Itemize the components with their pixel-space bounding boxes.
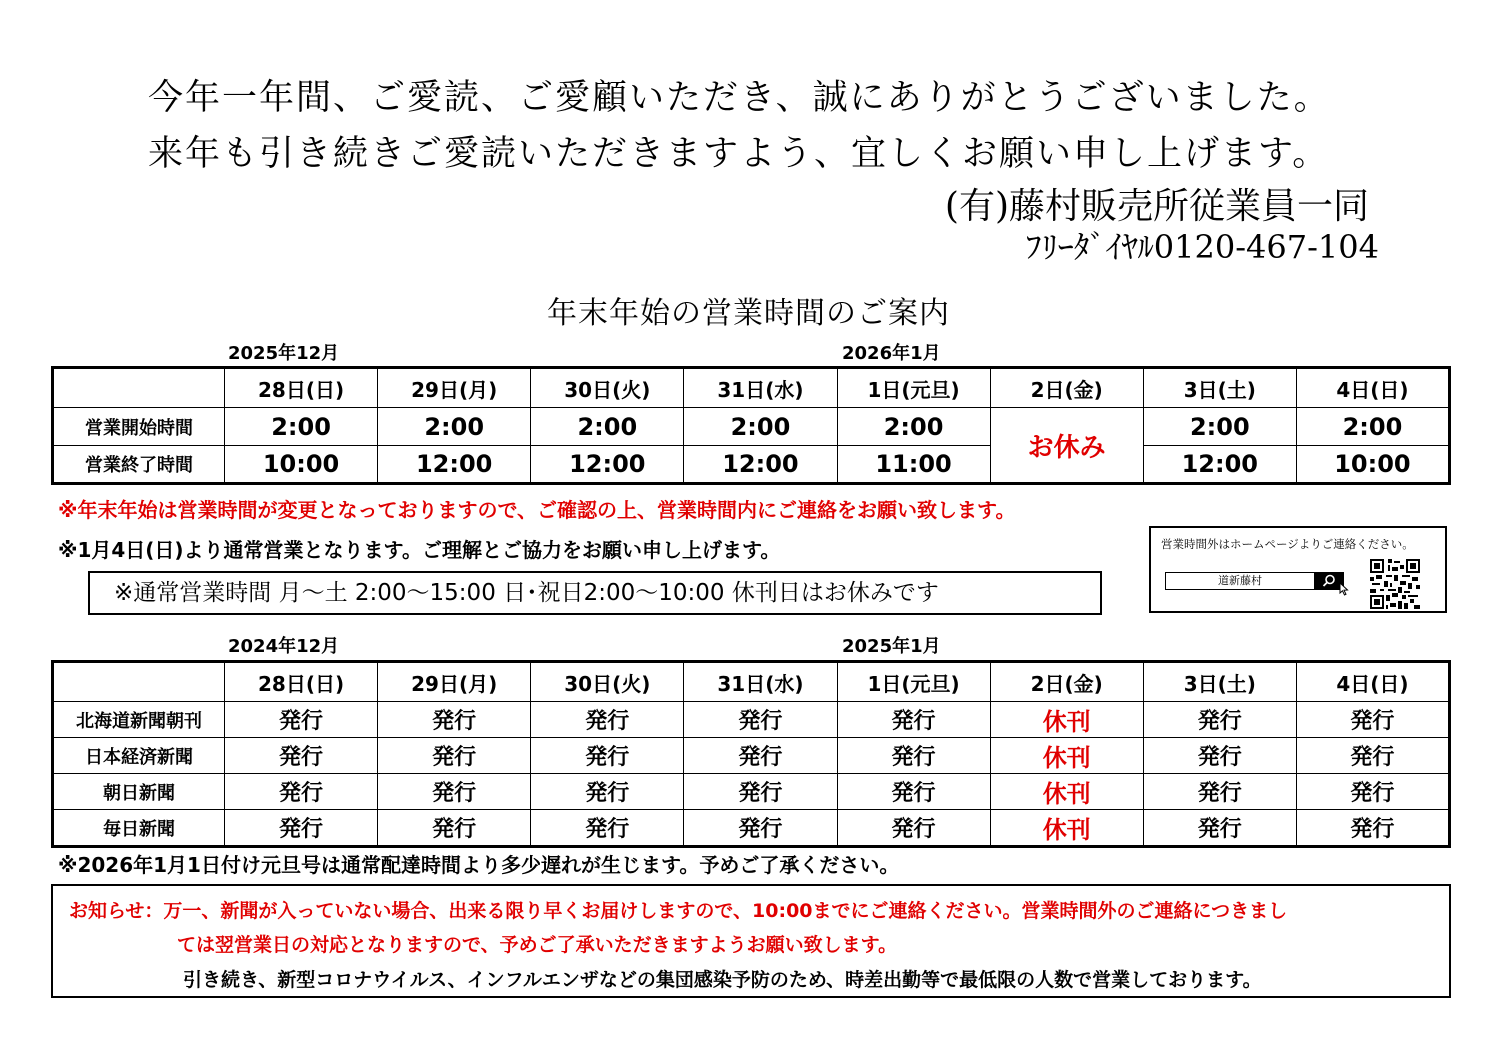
publication-cell: 発行 bbox=[837, 702, 990, 738]
table-row bbox=[53, 702, 1450, 738]
header-cell-date: 31日(水) bbox=[684, 662, 837, 702]
publication-cell: 発行 bbox=[1296, 702, 1449, 738]
open-time-cell: 2:00 bbox=[225, 408, 378, 446]
header-cell-date: 3日(土) bbox=[1143, 368, 1296, 408]
qr-code-icon bbox=[1369, 559, 1421, 609]
header-cell-date: 2日(金) bbox=[990, 368, 1143, 408]
open-time-cell: 2:00 bbox=[1296, 408, 1449, 446]
publication-cell: 発行 bbox=[1143, 738, 1296, 774]
header-cell-date: 31日(水) bbox=[684, 368, 837, 408]
holiday-cell: 休刊 bbox=[990, 774, 1143, 810]
website-caption: 営業時間外はホームページよりご連絡ください。 bbox=[1161, 537, 1414, 551]
open-time-cell: 2:00 bbox=[531, 408, 684, 446]
close-time-cell: 12:00 bbox=[531, 446, 684, 484]
close-time-cell: 10:00 bbox=[225, 446, 378, 484]
publication-cell: 発行 bbox=[531, 774, 684, 810]
notice-line-2: ては翌営業日の対応となりますので、予めご了承いただきますようお願い致します。 bbox=[177, 934, 898, 956]
open-time-label: 営業開始時間 bbox=[53, 408, 225, 446]
publication-month-left: 2024年12月 bbox=[228, 636, 340, 657]
header-cell-date: 29日(月) bbox=[378, 368, 531, 408]
header-cell-date: 30日(火) bbox=[531, 662, 684, 702]
header-cell-date: 2日(金) bbox=[990, 662, 1143, 702]
newspaper-name: 日本経済新聞 bbox=[53, 738, 225, 774]
publication-cell: 発行 bbox=[1296, 738, 1449, 774]
header-cell-date: 28日(日) bbox=[225, 662, 378, 702]
holiday-cell: 休刊 bbox=[990, 810, 1143, 847]
header-cell-date: 30日(火) bbox=[531, 368, 684, 408]
open-time-cell: 2:00 bbox=[684, 408, 837, 446]
close-time-cell: 12:00 bbox=[1143, 446, 1296, 484]
publication-cell: 発行 bbox=[684, 774, 837, 810]
publication-cell: 発行 bbox=[225, 738, 378, 774]
newspaper-name: 朝日新聞 bbox=[53, 774, 225, 810]
publication-cell: 発行 bbox=[1143, 774, 1296, 810]
newspaper-name: 毎日新聞 bbox=[53, 810, 225, 847]
search-input: 道新藤村 bbox=[1165, 572, 1315, 590]
header-cell-date: 1日(元旦) bbox=[837, 662, 990, 702]
header-cell-date: 29日(月) bbox=[378, 662, 531, 702]
publication-cell: 発行 bbox=[531, 810, 684, 847]
close-time-row bbox=[53, 446, 1450, 484]
header-cell-date: 4日(日) bbox=[1296, 368, 1449, 408]
website-contact-box bbox=[1149, 526, 1447, 613]
publication-cell: 発行 bbox=[684, 738, 837, 774]
free-dial-number: ﾌﾘｰﾀﾞｲﾔﾙ0120-467-104 bbox=[1025, 228, 1379, 266]
header-cell-blank bbox=[53, 662, 225, 702]
new-year-issue-notice: ※2026年1月1日付け元旦号は通常配達時間より多少遅れが生じます。予めご了承ください。 bbox=[58, 853, 900, 877]
company-name: (有)藤村販売所従業員一同 bbox=[944, 186, 1369, 227]
hours-change-notice: ※年末年始は営業時間が変更となっておりますので、ご確認の上、営業時間内にご連絡をお願い致します。 bbox=[58, 498, 1016, 522]
table-row bbox=[53, 738, 1450, 774]
header-cell-date: 28日(日) bbox=[225, 368, 378, 408]
publication-cell: 発行 bbox=[1143, 702, 1296, 738]
header-cell-date: 1日(元旦) bbox=[837, 368, 990, 408]
business-hours-table bbox=[51, 366, 1451, 485]
resume-notice: ※1月4日(日)より通常営業となります。ご理解とご協力をお願い申し上げます。 bbox=[58, 538, 781, 562]
page-title: 年末年始の営業時間のご案内 bbox=[547, 296, 950, 331]
table-row bbox=[53, 810, 1450, 847]
newspaper-name: 北海道新聞朝刊 bbox=[53, 702, 225, 738]
greeting-line-2: 来年も引き続きご愛読いただきますよう、宜しくお願い申し上げます。 bbox=[148, 134, 1330, 174]
publication-cell: 発行 bbox=[1143, 810, 1296, 847]
publication-month-right: 2025年1月 bbox=[842, 636, 941, 657]
publication-cell: 発行 bbox=[225, 702, 378, 738]
open-time-row bbox=[53, 408, 1450, 446]
publication-cell: 発行 bbox=[1296, 774, 1449, 810]
publication-cell: 発行 bbox=[837, 810, 990, 847]
search-icon bbox=[1322, 574, 1336, 588]
table-row bbox=[53, 774, 1450, 810]
greeting-line-1: 今年一年間、ご愛読、ご愛顧いただき、誠にありがとうございました。 bbox=[148, 78, 1331, 118]
header-cell-date: 4日(日) bbox=[1296, 662, 1449, 702]
publication-cell: 発行 bbox=[684, 702, 837, 738]
close-time-cell: 11:00 bbox=[837, 446, 990, 484]
publication-cell: 発行 bbox=[225, 774, 378, 810]
publication-cell: 発行 bbox=[378, 702, 531, 738]
close-time-label: 営業終了時間 bbox=[53, 446, 225, 484]
notice-box bbox=[51, 884, 1451, 998]
publication-cell: 発行 bbox=[837, 774, 990, 810]
cursor-icon bbox=[1339, 582, 1349, 596]
closed-day-cell: お休み bbox=[990, 408, 1143, 484]
publication-cell: 発行 bbox=[531, 702, 684, 738]
notice-line-3: 引き続き、新型コロナウイルス、インフルエンザなどの集団感染予防のため、時差出勤等で最低限の人数で営業しております。 bbox=[183, 969, 1262, 991]
normal-hours-box: ※通常営業時間 月～土 2:00～15:00 日･祝日2:00～10:00 休刊日はお休みです bbox=[88, 571, 1102, 615]
header-cell-date: 3日(土) bbox=[1143, 662, 1296, 702]
publication-cell: 発行 bbox=[225, 810, 378, 847]
close-time-cell: 12:00 bbox=[684, 446, 837, 484]
open-time-cell: 2:00 bbox=[1143, 408, 1296, 446]
publication-cell: 発行 bbox=[684, 810, 837, 847]
open-time-cell: 2:00 bbox=[837, 408, 990, 446]
holiday-cell: 休刊 bbox=[990, 738, 1143, 774]
open-time-cell: 2:00 bbox=[378, 408, 531, 446]
hours-month-left: 2025年12月 bbox=[228, 343, 340, 364]
holiday-cell: 休刊 bbox=[990, 702, 1143, 738]
notice-line-1: お知らせ：万一、新聞が入っていない場合、出来る限り早くお届けしますので、10:00までにご連絡ください。営業時間外のご連絡につきまし bbox=[69, 900, 1288, 922]
publication-cell: 発行 bbox=[378, 738, 531, 774]
hours-header-row bbox=[53, 368, 1450, 408]
publication-header-row bbox=[53, 662, 1450, 702]
close-time-cell: 10:00 bbox=[1296, 446, 1449, 484]
publication-cell: 発行 bbox=[378, 774, 531, 810]
header-cell-blank bbox=[53, 368, 225, 408]
publication-cell: 発行 bbox=[378, 810, 531, 847]
hours-month-right: 2026年1月 bbox=[842, 343, 941, 364]
publication-cell: 発行 bbox=[837, 738, 990, 774]
publication-cell: 発行 bbox=[531, 738, 684, 774]
close-time-cell: 12:00 bbox=[378, 446, 531, 484]
publication-table bbox=[51, 660, 1451, 848]
publication-cell: 発行 bbox=[1296, 810, 1449, 847]
